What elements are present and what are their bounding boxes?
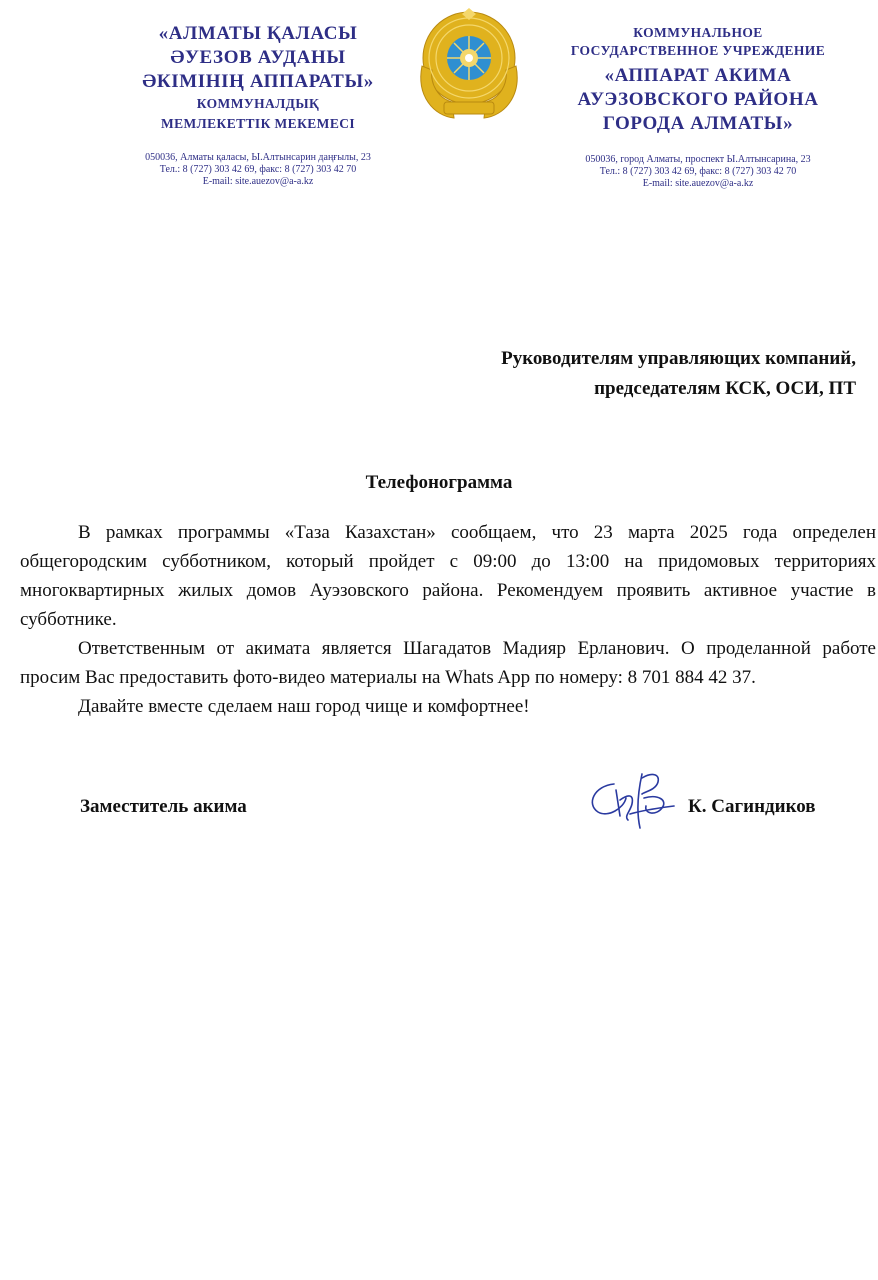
- body-paragraph-2: Ответственным от акимата является Шагадатов Мадияр Ерланович. О проделанной работе просим Вас предоставить фото-видео материалы на Whats App по номеру: 8 701 884 42 37.: [20, 638, 876, 688]
- signer-position: Заместитель акима: [80, 796, 247, 817]
- handwritten-signature: [584, 764, 684, 834]
- org-name-kz-line4: КОММУНАЛДЫҚ: [196, 96, 320, 111]
- org-name-ru-line2: ГОСУДАРСТВЕННОЕ УЧРЕЖДЕНИЕ: [570, 43, 826, 58]
- org-name-ru-line5: ГОРОДА АЛМАТЫ»: [602, 113, 794, 134]
- address-line: 050036, Алматы қаласы, Ы.Алтынсарин даңғылы, 23: [145, 152, 371, 163]
- state-emblem-icon: [414, 6, 524, 122]
- addressee-block: [501, 344, 856, 404]
- email-line: E-mail: site.auezov@a-a.kz: [202, 176, 314, 187]
- org-name-ru-line1: КОММУНАЛЬНОЕ: [633, 25, 763, 40]
- document-title: Телефонограмма: [365, 472, 513, 493]
- org-name-kz-line1: «АЛМАТЫ ҚАЛАСЫ: [158, 23, 358, 44]
- org-name-ru-line3: «АППАРАТ АКИМА: [604, 65, 792, 86]
- phone-line: Тел.: 8 (727) 303 42 69, факс: 8 (727) 303 42 70: [159, 164, 357, 175]
- org-name-ru-line4: АУЭЗОВСКОГО РАЙОНА: [577, 89, 819, 110]
- org-name-kz-line2: ӘУЕЗОВ АУДАНЫ: [170, 47, 346, 68]
- signer-name: К. Сагиндиков: [688, 796, 816, 817]
- header-left-kazakh: [98, 22, 418, 188]
- body-paragraph-1: В рамках программы «Таза Казахстан» сообщаем, что 23 марта 2025 года определен общегородским субботником, который пройдет с 09:00 до 13:00 на придомовых территориях многоквартирных жилых домов Ауэзовского района. Рекомендуем проявить активное участие в субботнике.: [20, 522, 876, 630]
- header-right-russian: [540, 22, 856, 190]
- phone-line: Тел.: 8 (727) 303 42 69, факс: 8 (727) 303 42 70: [599, 166, 797, 177]
- document-body: [20, 518, 876, 721]
- org-name-kz-line5: МЕМЛЕКЕТТІК МЕКЕМЕСІ: [160, 116, 356, 131]
- email-line: E-mail: site.auezov@a-a.kz: [642, 178, 754, 189]
- org-name-kz-line3: ӘКІМІНІҢ АППАРАТЫ»: [142, 71, 374, 92]
- addressee-line1: Руководителям управляющих компаний,: [501, 348, 856, 369]
- body-paragraph-3: Давайте вместе сделаем наш город чище и комфортнее!: [78, 696, 530, 717]
- addressee-line2: председателям КСК, ОСИ, ПТ: [594, 378, 856, 399]
- address-line: 050036, город Алматы, проспект Ы.Алтынсарина, 23: [585, 154, 811, 165]
- org-address-ru: [540, 154, 856, 190]
- org-address-kz: [98, 152, 418, 188]
